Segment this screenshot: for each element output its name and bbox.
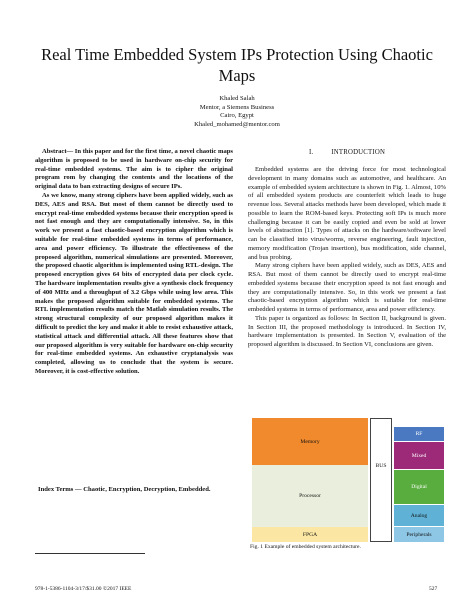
figure-architecture: [252, 418, 444, 542]
abstract-paragraph: As we know, many strong ciphers have been applied widely, such as DES, AES and RSA. But most of them cannot be directly used to encrypt real-time embedded systems because their encryption speed is not fast enough and they are computationally intensive. So, in this work we present a fast chaotic-based encryption algorithm which is suitable for real-time embedded systems in terms of performance, area and power efficiency. To illustrate the effectiveness of the proposed algorithm, numerical simulations are presented. Moreover, the proposed chaotic algorithm is implemented using RTL-design. The proposed encryption gives 64 bits of encrypted data per clock cycle. The hardware implementation results give a synthesis clock frequency of 400 MHz and a throughput of 3.2 Gbps while using low area. This makes the proposed algorithm suitable for embedded systems. The RTL implementation results match the Matlab simulation results. The strong structural complexity of our proposed algorithm makes it difficult to predict the key and make it able to resist exhaustive attack, statistical attack and differential attack. All these features show that our proposed algorithm is very suitable for hardware on-chip security for real-time embedded systems. An exhaustive cryptanalysis was completed, allowing us to conclude that the system is secure. Moreover, it is cost-effective solution.: [35, 191, 233, 375]
section-title: INTRODUCTION: [331, 149, 386, 156]
author-email: Khaled_mohamed@mentor.com: [194, 121, 280, 129]
intro-paragraph: Embedded systems are the driving force for most technological development in many domains such as automotive, and healthcare. An example of embedded system architecture is shown in Fig. 1. Almost, 10% of all embedded system products are counterfeit which leads to huge revenue loss. Several attacks methods have been developed, which made it possible to learn the ROM-based keys. Protecting soft IPs is much more challenging because it can be easily copied and even be sold at lower levels of abstraction [1]. Types of attacks on the hardware/software level can be classified into virus/worms, reverse engineering, fault injection, memory modification (Trojan insertion), bus modification, side channel, and bus probing.: [248, 166, 446, 261]
abstract-paragraph: Abstract— In this paper and for the first time, a novel chaotic maps algorithm is proposed to be used in hardware on-chip security for real-time embedded systems. The aim is to cipher the original program rom by changing the contents and the locations of the original data to ban extracting designs of secure IPs.: [35, 148, 233, 191]
author-location: Cairo, Egypt: [220, 112, 254, 120]
intro-paragraph: Many strong ciphers have been applied widely, such as DES, AES and RSA. But most of them cannot be directly used to encrypt real-time embedded systems because their encryption speed is not fast enough and they are computationally intensive. So, in this work we present a fast chaotic-based encryption algorithm which is suitable for real-time embedded systems in terms of performance, area and power efficiency.: [248, 262, 446, 313]
analog-block: Analog: [394, 505, 444, 526]
abstract: [35, 148, 233, 377]
memory-block: Memory: [252, 418, 368, 465]
fpga-block: FPGA: [252, 527, 368, 542]
mixed-block: Mixed: [394, 442, 444, 469]
paper-title: Real Time Embedded System IPs Protection Using Chaotic Maps: [41, 45, 433, 85]
rf-block: RF: [394, 427, 444, 441]
author-name: Khaled Salah: [219, 95, 255, 102]
introduction-body: [248, 166, 446, 350]
footnote-rule: [35, 553, 145, 554]
figure-caption: Fig. 1 Example of embedded system architecture.: [250, 544, 361, 550]
copyright-footer: 978-1-5386-1104-3/17/$31.00 ©2017 IEEE: [35, 586, 132, 592]
processor-block: Processor: [252, 465, 368, 527]
section-number: I.: [308, 149, 314, 156]
digital-block: Digital: [394, 470, 444, 504]
intro-paragraph: This paper is organized as follows: In Section II, background is given. In Section III, the proposed methodology is introduced. In Section IV, hardware implementation is presented. In Section V, evaluation of the proposed algorithm is discussed. In Section VI, conclusions are given.: [248, 314, 446, 348]
page-number: 527: [429, 586, 438, 592]
index-terms: Index Terms — Chaotic, Encryption, Decryption, Embedded.: [38, 486, 211, 493]
author-block: [137, 95, 337, 130]
section-heading: [248, 148, 446, 157]
peripherals-block: Peripherals: [394, 527, 444, 542]
author-affiliation: Mentor, a Siemens Business: [199, 103, 275, 111]
bus-block: BUS: [370, 418, 392, 542]
